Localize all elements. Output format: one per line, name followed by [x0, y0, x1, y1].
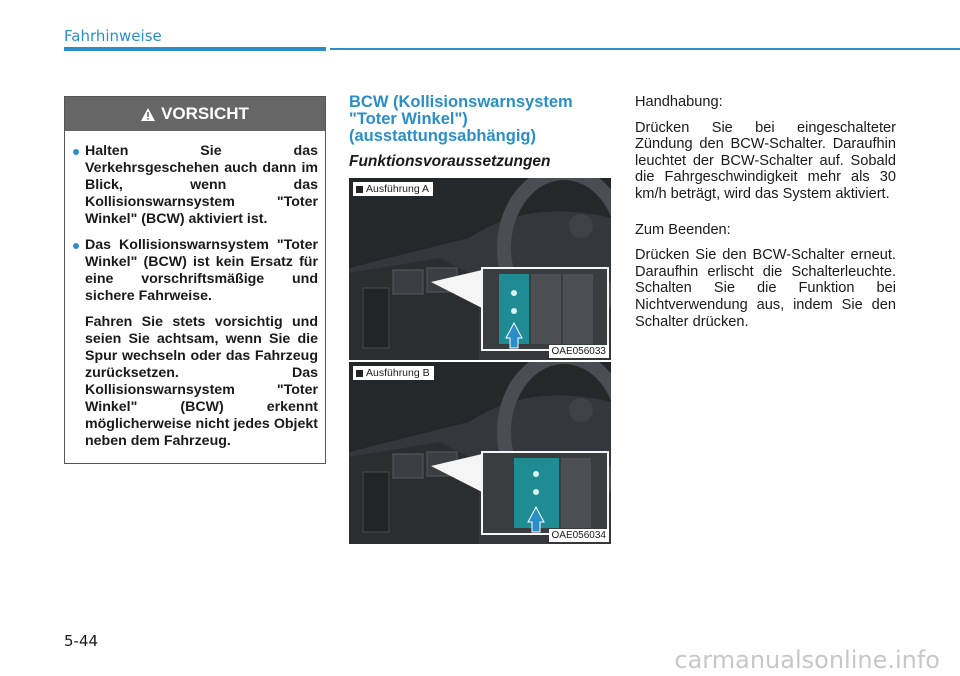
- caution-header: [65, 97, 325, 131]
- square-bullet-icon: [356, 370, 363, 377]
- operation-heading: Handhabung:: [635, 94, 723, 110]
- caution-paragraph: Fahren Sie stets vorsichtig und seien Sie achtsam, wenn Sie die Spur wechseln oder das Fahrzeug zurücksetzen. Das Kollisionswarnsystem "Toter Winkel" (BCW) erkennt möglicherweise nicht jedes Objekt neben dem Fahrzeug.: [85, 314, 318, 449]
- page-number: 5-44: [64, 632, 99, 650]
- square-bullet-icon: [356, 186, 363, 193]
- deactivate-heading: Zum Beenden:: [635, 221, 731, 238]
- figure-a: [349, 178, 611, 360]
- operation-column: [635, 94, 896, 339]
- section-header: Fahrhinweise: [64, 27, 162, 45]
- section-title: BCW (Kollisionswarnsystem "Toter Winkel") (ausstattungsabhängig): [349, 93, 573, 145]
- warning-triangle-icon: [141, 108, 155, 121]
- figure-b: [349, 362, 611, 544]
- subsection-title: Funktionsvoraussetzungen: [349, 153, 551, 170]
- caution-heading: VORSICHT: [161, 104, 249, 123]
- operation-deactivate: Drücken Sie den BCW-Schalter erneut. Daraufhin erlischt die Schalterleuchte. Schalten Sie die Funktion bei Nichtverwendung aus, indem Sie den Schalter drücken.: [635, 247, 896, 330]
- watermark: carmanualsonline.info: [674, 646, 940, 674]
- dashboard-photo-b: [349, 362, 611, 544]
- header-rule-thick: [64, 47, 326, 51]
- figure-a-code: OAE056033: [549, 345, 610, 358]
- figure-b-code: OAE056034: [549, 529, 610, 542]
- operation-activate: Drücken Sie bei eingeschalteter Zündung den BCW-Schalter. Daraufhin leuchtet der BCW-Schalter auf. Sobald die Fahrgeschwindigkeit mehr als 30 km/h beträgt, wird das System aktiviert.: [635, 119, 896, 202]
- dashboard-photo-a: [349, 178, 611, 360]
- caution-bullet: Halten Sie das Verkehrsgeschehen auch dann im Blick, wenn das Kollisionswarnsystem "Toter Winkel" (BCW) aktiviert ist.: [85, 143, 318, 227]
- header-rule-thin: [330, 48, 960, 50]
- caution-body: [65, 131, 325, 450]
- figure-b-label: Ausführung B: [353, 366, 434, 380]
- caution-bullet: Das Kollisionswarnsystem "Toter Winkel" (BCW) ist kein Ersatz für eine vorschriftsmäßige und sichere Fahrweise.: [85, 237, 318, 304]
- figure-a-label: Ausführung A: [353, 182, 433, 196]
- caution-box: [64, 96, 326, 464]
